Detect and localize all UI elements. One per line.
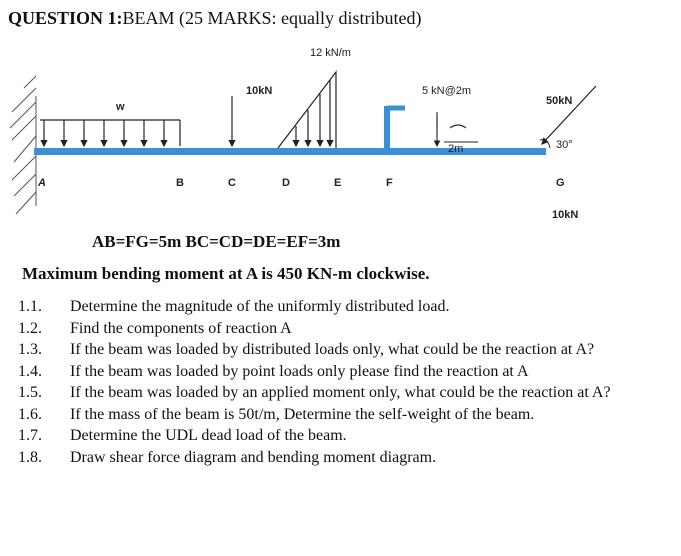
item-text: If the beam was loaded by distributed loads only, what could be the reaction at A? <box>70 341 595 358</box>
udl-w-label: w <box>116 101 125 113</box>
udl-label: 12 kN/m <box>310 47 351 59</box>
inclined-load-label: 50kN <box>546 95 573 107</box>
item-text: Find the components of reaction A <box>70 319 292 337</box>
list-item <box>18 382 673 404</box>
point-label-e: E <box>334 177 342 189</box>
item-number: 1.3. <box>18 341 42 358</box>
item-number: 1.8. <box>18 448 42 466</box>
item-number: 1.5. <box>18 384 42 401</box>
list-item <box>18 296 673 318</box>
item-number: 1.4. <box>18 362 42 380</box>
item-text: If the beam was loaded by an applied moment only, what could be the reaction at A? <box>70 384 611 401</box>
item-text: If the beam was loaded by point loads only please find the reaction at A <box>70 362 529 380</box>
item-number: 1.7. <box>18 427 42 444</box>
spaced-load-label: 5 kN@2m <box>422 85 472 97</box>
triangular-load <box>278 72 336 148</box>
list-item <box>18 339 673 361</box>
item-text: Determine the UDL dead load of the beam. <box>70 427 347 444</box>
angle-label: 30° <box>556 139 573 151</box>
spaced-load <box>437 112 478 146</box>
list-item <box>18 404 673 426</box>
item-number: 1.1. <box>18 298 42 315</box>
segment-lengths: AB=FG=5m BC=CD=DE=EF=3m <box>92 232 341 251</box>
point-label-f: F <box>386 177 393 189</box>
beam-post <box>384 106 390 150</box>
udl-w-arrows <box>40 120 180 146</box>
point-label-c: C <box>228 177 236 189</box>
question-number: QUESTION 1: <box>8 8 123 28</box>
item-text: Determine the magnitude of the uniformly distributed load. <box>70 298 450 315</box>
list-item <box>18 447 673 469</box>
fixed-support <box>10 76 36 214</box>
point-label-a: A <box>38 177 46 189</box>
point-label-d: D <box>282 177 290 189</box>
beam-diagram <box>0 36 681 250</box>
beam <box>34 148 546 155</box>
end-load-label: 10kN <box>552 209 579 221</box>
item-text: If the mass of the beam is 50t/m, Determine the self-weight of the beam. <box>70 405 535 423</box>
list-item <box>18 361 673 383</box>
item-number: 1.2. <box>18 319 42 337</box>
point-load-label: 10kN <box>246 85 273 97</box>
item-number: 1.6. <box>18 405 42 423</box>
question-list <box>18 296 673 468</box>
list-item <box>18 318 673 340</box>
list-item <box>18 425 673 447</box>
question-heading: BEAM (25 MARKS: equally distributed) <box>122 8 422 28</box>
spacing-label: 2m <box>448 143 464 155</box>
point-label-b: B <box>176 177 184 189</box>
question-title <box>8 8 422 29</box>
problem-statement: Maximum bending moment at A is 450 KN-m clockwise. <box>22 264 430 283</box>
item-text: Draw shear force diagram and bending moment diagram. <box>70 448 437 466</box>
point-label-g: G <box>556 177 565 189</box>
